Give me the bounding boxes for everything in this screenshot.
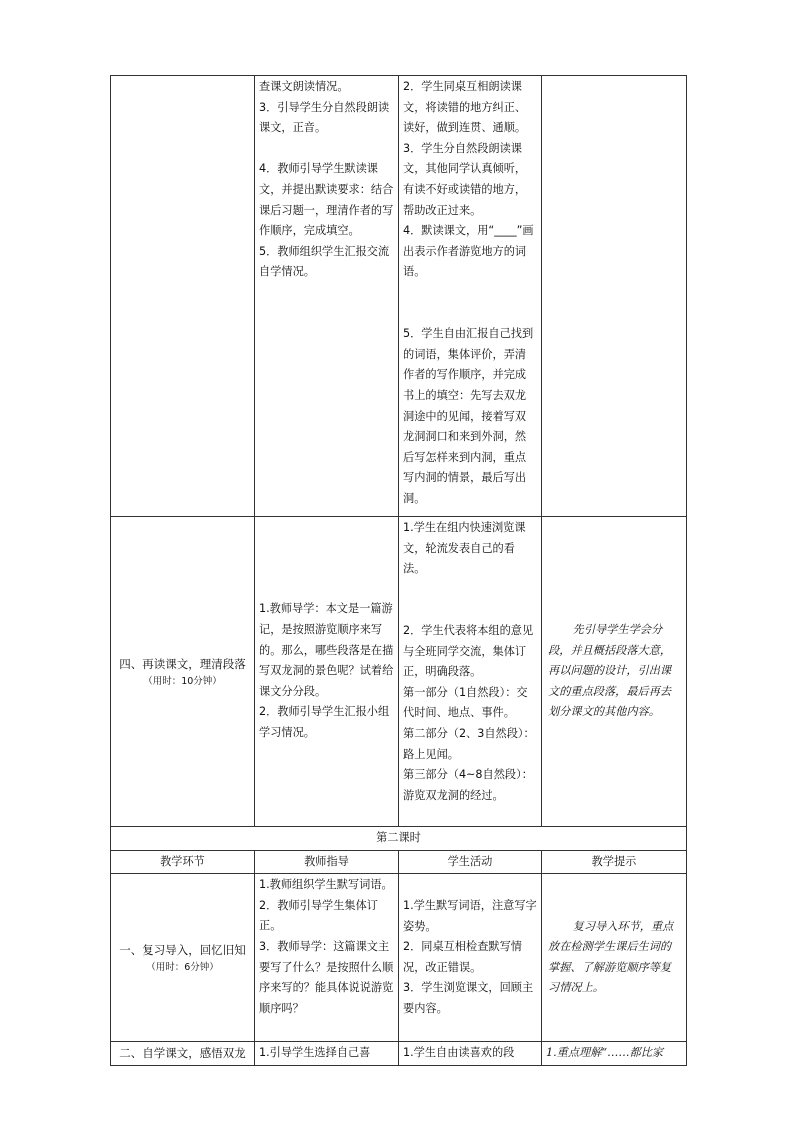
- teacher-guidance-text: 1.引导学生选择自己喜: [259, 1046, 371, 1060]
- teacher-guidance-cell: [255, 76, 399, 517]
- header-row: [111, 850, 687, 874]
- lesson-plan-table: [110, 75, 687, 1066]
- teaching-hint-cell: [542, 874, 687, 1042]
- stage-duration: （用时：10分钟）: [143, 675, 222, 687]
- teaching-hint-cell: [542, 1042, 687, 1066]
- stage-cell: [111, 1042, 255, 1066]
- teaching-hint-text: 1.重点理解“……都比家: [546, 1046, 664, 1060]
- table-row: [111, 874, 687, 1042]
- teaching-hint-text: 先引导学生学会分段，并且概括段落大意，再以问题的设计，引出课文的重点段落，最后再去划分课文的其他内容。: [548, 623, 672, 719]
- teaching-hint-cell: [542, 76, 687, 517]
- header-hint: 教学提示: [542, 850, 687, 874]
- session-row: [111, 827, 687, 851]
- teacher-guidance-cell: [255, 517, 399, 827]
- stage-title: 四、再读课文，理清段落: [119, 656, 246, 671]
- header-stage: 教学环节: [111, 850, 255, 874]
- stage-title: 一、复习导入，回忆旧知: [119, 942, 246, 957]
- teacher-guidance-cell: [255, 1042, 399, 1066]
- stage-cell: [111, 874, 255, 1042]
- table-row: [111, 1042, 687, 1066]
- student-activity-cell: [399, 517, 542, 827]
- teaching-hint-text: 复习导入环节，重点放在检测学生课后生词的掌握、了解游览顺序等复习情况上。: [548, 919, 674, 995]
- teaching-hint-cell: [542, 517, 687, 827]
- teacher-guidance-cell: [255, 874, 399, 1042]
- teacher-guidance-text: 查课文朗读情况。 3．引导学生分自然段朗读课文，正音。 4．教师引导学生默读课文，并提出默读要求：结合课后习题一，理清作者的写作顺序，完成填空。 5．教师组织学生汇报交流自学情况。: [259, 80, 394, 279]
- header-student: 学生活动: [399, 850, 542, 874]
- stage-cell: [111, 517, 255, 827]
- student-activity-text: 1.学生在组内快速浏览课文，轮流发表自己的看法。 2．学生代表将本组的意见与全班同学交流，集体订正，明确段落。 第一部分（1自然段）：交代时间、地点、事件。 第二部分（2、3自然段）：路上见闻。 第三部分（4~8自然段）：游览双龙洞的经过。: [403, 521, 535, 802]
- teacher-guidance-text: 1.教师组织学生默写词语。 2．教师引导学生集体订正。 3．教师导学：这篇课文主要写了什么？是按照什么顺序来写的？能具体说说游览顺序吗？: [259, 878, 394, 1015]
- student-activity-text: 1.学生默写词语，注意写字姿势。 2．同桌互相检查默写情况，改正错误。 3．学生浏览课文，回顾主要内容。: [403, 898, 537, 1015]
- student-activity-text: 1.学生自由读喜欢的段: [403, 1046, 515, 1060]
- stage-title: 二、自学课文，感悟双龙: [119, 1046, 246, 1061]
- teacher-guidance-text: 1.教师导学：本文是一篇游记，是按照游览顺序来写的。那么，哪些段落是在描写双龙洞的景色呢？试着给课文分分段。 2．教师引导学生汇报小组学习情况。: [259, 602, 394, 739]
- table-row: [111, 517, 687, 827]
- stage-duration: （用时：6分钟）: [146, 961, 219, 973]
- student-activity-text: 2．学生同桌互相朗读课文，将读错的地方纠正、读好，做到连贯、通顺。 3．学生分自然段朗读课文，其他同学认真倾听，有读不好或读错的地方，帮助改正过来。 4．默读课文，用“____”画出表示作者游览地方的词语。 5．学生自由汇报自己找到的词语，集体评价，弄清作者的写作顺序，并完成书上的填空：先写去双龙洞途中的见闻，接着写双龙洞洞口和来到外洞，然后写怎样来到内洞，重点写内洞的情景，最后写出洞。: [403, 80, 534, 505]
- student-activity-cell: [399, 874, 542, 1042]
- header-teacher: 教师指导: [255, 850, 399, 874]
- student-activity-cell: [399, 76, 542, 517]
- table-row: [111, 76, 687, 517]
- stage-cell: [111, 76, 255, 517]
- session-title: 第二课时: [111, 827, 687, 851]
- student-activity-cell: [399, 1042, 542, 1066]
